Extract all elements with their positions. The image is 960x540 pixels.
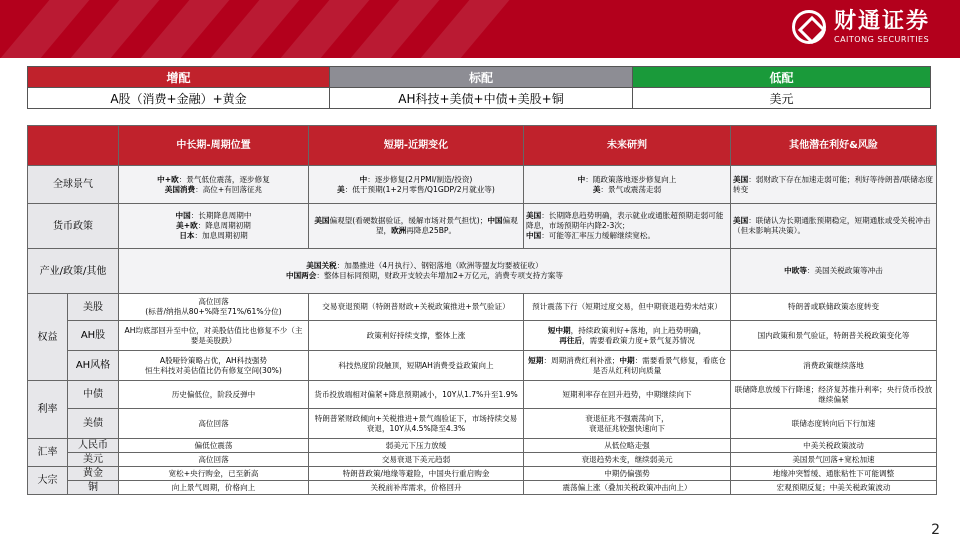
- table-row-global: [28, 166, 937, 204]
- alloc-header-underweight: 低配: [633, 67, 931, 88]
- sub-label-copper: 铜: [68, 481, 119, 495]
- global-long-term: 中+欧：景气低位震荡，逐步修复 美国消费：高位+有回落征兆: [119, 166, 309, 204]
- cn-bond-risks: 联储降息放缓下行降速；经济复苏推升利率；央行货币投放继续偏紧: [731, 381, 937, 409]
- us-bond-short-term: 特朗普紧财政倾向+关税推进+景气端验证下，市场持续交易衰退，10Y从4.5%降至4.3%: [309, 409, 524, 439]
- gold-outlook: 中期仍偏强势: [524, 467, 731, 481]
- us-equity-risks: 特朗普或联储政策态度转变: [731, 294, 937, 321]
- company-logo: [792, 10, 930, 44]
- global-outlook: 中：随政策落地逐步修复向上 美：景气或震荡走弱: [524, 166, 731, 204]
- table-header-row: [28, 126, 937, 166]
- table-row-monetary: [28, 204, 937, 249]
- alloc-value-neutral: AH科技+美债+中债+美股+铜: [330, 88, 633, 109]
- header-band: [0, 0, 960, 58]
- ah-equity-short-term: 政策利好持续支撑，整体上涨: [309, 321, 524, 351]
- alloc-value-overweight: A股（消费+金融）+黄金: [28, 88, 330, 109]
- cn-bond-outlook: 短期利率存在回升趋势，中期继续向下: [524, 381, 731, 409]
- row-label-rates: 利率: [28, 381, 68, 439]
- table-row-fx-usd: [28, 453, 937, 467]
- header-long-term: 中长期-周期位置: [119, 126, 309, 166]
- table-row-equity-us: [28, 294, 937, 321]
- sub-label-gold: 黄金: [68, 467, 119, 481]
- table-row-rates-us: [28, 409, 937, 439]
- header-risks: 其他潜在利好&风险: [731, 126, 937, 166]
- row-label-global: 全球景气: [28, 166, 119, 204]
- logo-cn: 财通证券: [833, 8, 930, 34]
- copper-short-term: 关税前补库需求，价格回升: [309, 481, 524, 495]
- cn-bond-long-term: 历史偏低位，阶段反弹中: [119, 381, 309, 409]
- us-bond-outlook: 衰退征兆不强震荡向下， 衰退征兆较强快速向下: [524, 409, 731, 439]
- table-row-fx-cny: [28, 439, 937, 453]
- macro-table: [27, 125, 937, 495]
- table-row-rates-cn: [28, 381, 937, 409]
- cny-risks: 中美关税政策波动: [731, 439, 937, 453]
- row-label-fx: 汇率: [28, 439, 68, 467]
- logo-en: CAITONG SECURITIES: [833, 34, 930, 44]
- ah-style-short-term: 科技热度阶段触顶，短期AH消费受益政策向上: [309, 351, 524, 381]
- row-label-commodity: 大宗: [28, 467, 68, 495]
- sub-label-cny: 人民币: [68, 439, 119, 453]
- table-row-commodity-copper: [28, 481, 937, 495]
- row-label-monetary: 货币政策: [28, 204, 119, 249]
- table-row-commodity-gold: [28, 467, 937, 481]
- sub-label-cn-bond: 中债: [68, 381, 119, 409]
- gold-long-term: 宽松+央行购金，已至新高: [119, 467, 309, 481]
- table-row-equity-ah: [28, 321, 937, 351]
- industry-combined: 美国关税：加墨推进（4月执行）、钢铝落地（欧洲等盟友均要被征收） 中国两会：整体目标同预期，财政开支较去年增加2+万亿元，消费专项支持方案等: [119, 249, 731, 294]
- copper-outlook: 震荡偏上涨（叠加关税政策冲击向上）: [524, 481, 731, 495]
- monetary-risks: 美国：联储认为长期通胀预期稳定，短期通胀或受关税冲击（但未影响其决策）。: [731, 204, 937, 249]
- usd-outlook: 衰退趋势未变，继续弱美元: [524, 453, 731, 467]
- sub-label-ah-equity: AH股: [68, 321, 119, 351]
- copper-risks: 宏观预期反复；中美关税政策波动: [731, 481, 937, 495]
- copper-long-term: 向上景气周期，价格向上: [119, 481, 309, 495]
- ah-style-risks: 消费政策继续落地: [731, 351, 937, 381]
- us-equity-short-term: 交易衰退预期（特朗普财政+关税政策推进+景气验证）: [309, 294, 524, 321]
- usd-short-term: 交易衰退下美元趋弱: [309, 453, 524, 467]
- us-equity-long-term: 高位回落 (标普/纳指从80+%降至71%/61%分位): [119, 294, 309, 321]
- gold-risks: 地缘冲突暂缓、通胀粘性下可能调整: [731, 467, 937, 481]
- ah-equity-long-term: AH均底部回升至中位，对美股估值比也修复不少（主要是美股跌）: [119, 321, 309, 351]
- us-bond-long-term: 高位回落: [119, 409, 309, 439]
- cn-bond-short-term: 货币投放端相对偏紧+降息预期减小，10Y从1.7%升至1.9%: [309, 381, 524, 409]
- us-equity-outlook: 预计震荡下行（短期过度交易，但中期衰退趋势未结束）: [524, 294, 731, 321]
- page-number: 2: [931, 522, 940, 538]
- monetary-short-term: 美国偏观望(看硬数据验证，缓解市场对景气担忧)；中国偏观望，欧洲再降息25BP。: [309, 204, 524, 249]
- ah-style-long-term: A股哑铃策略占优，AH科技强势 恒生科技对美估值比仍有修复空间(30%): [119, 351, 309, 381]
- header-outlook: 未来研判: [524, 126, 731, 166]
- row-label-industry: 产业/政策/其他: [28, 249, 119, 294]
- table-row-equity-style: [28, 351, 937, 381]
- sub-label-us-equity: 美股: [68, 294, 119, 321]
- alloc-value-underweight: 美元: [633, 88, 931, 109]
- ah-style-outlook: 短期：周期消费红利补涨；中期：需要看景气修复，看底仓是否从红利切向质量: [524, 351, 731, 381]
- industry-risks: 中欧等：美国关税政策等冲击: [731, 249, 937, 294]
- usd-long-term: 高位回落: [119, 453, 309, 467]
- cny-long-term: 偏低位震荡: [119, 439, 309, 453]
- alloc-header-neutral: 标配: [330, 67, 633, 88]
- header-blank: [28, 126, 119, 166]
- monetary-long-term: 中国：长期降息周期中 美+欧：降息周期初期 日本：加息周期初期: [119, 204, 309, 249]
- ah-equity-risks: 国内政策和景气验证，特朗普关税政策变化等: [731, 321, 937, 351]
- us-bond-risks: 联储态度转向后下行加速: [731, 409, 937, 439]
- sub-label-us-bond: 美债: [68, 409, 119, 439]
- monetary-outlook: 美国：长期降息趋势明确，表示就业或通胀超预期走弱可能降息，市场预期年内降2-3次； 中国：可能等汇率压力缓解继续宽松。: [524, 204, 731, 249]
- allocation-table: [27, 66, 931, 109]
- usd-risks: 美国景气回落+宽松加速: [731, 453, 937, 467]
- table-row-industry: [28, 249, 937, 294]
- sub-label-ah-style: AH风格: [68, 351, 119, 381]
- cny-outlook: 从低位略走强: [524, 439, 731, 453]
- global-short-term: 中：逐步修复(2月PMI/制造/投资) 美：低于预期(1+2月零售/Q1GDP/2月就业等): [309, 166, 524, 204]
- sub-label-usd: 美元: [68, 453, 119, 467]
- row-label-equity: 权益: [28, 294, 68, 381]
- header-short-term: 短期-近期变化: [309, 126, 524, 166]
- logo-icon: [792, 10, 826, 44]
- alloc-header-overweight: 增配: [28, 67, 330, 88]
- global-risks: 美国：弱财政下存在加速走弱可能；利好等待朗普/联储态度转变: [731, 166, 937, 204]
- ah-equity-outlook: 短中期，持续政策利好+落地，向上趋势明确， 再往后，需要看政策力度+景气复苏情况: [524, 321, 731, 351]
- gold-short-term: 特朗普政策/地缘等避险，中国央行重启购金: [309, 467, 524, 481]
- cny-short-term: 弱美元下压力放缓: [309, 439, 524, 453]
